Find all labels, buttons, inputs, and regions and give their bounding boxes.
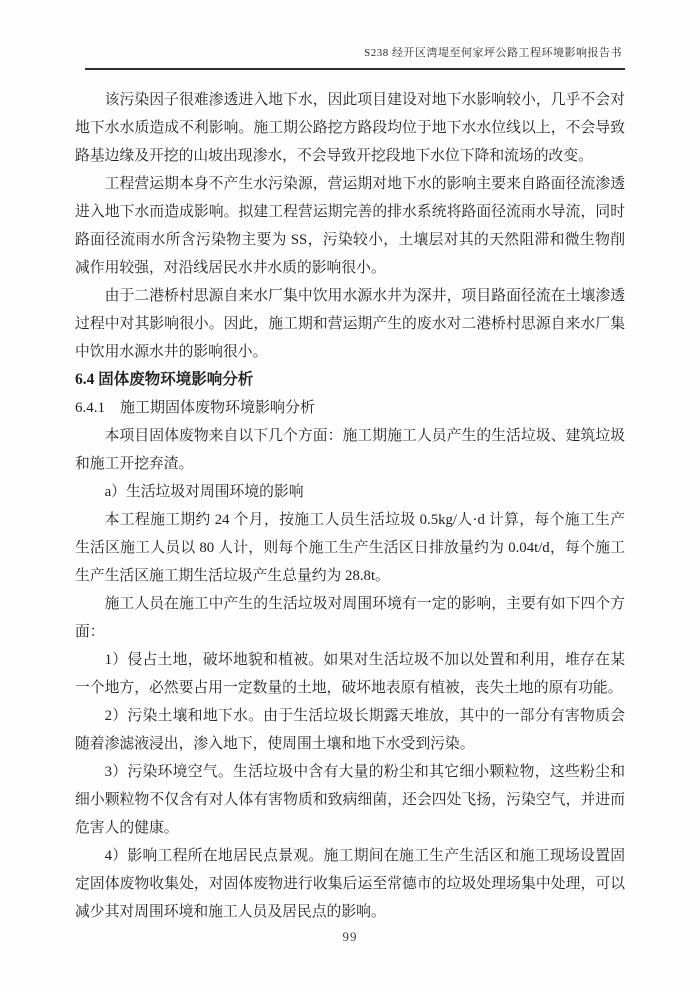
list-item-4-landscape-impact: 4）影响工程所在地居民点景观。施工期间在施工生产生活区和施工现场设置固定固体废物收集处，对固体废物进行收集后运至常德市的垃圾处理场集中处理，可以减少其对周围环境和施工人员及居民点的影响。 [75,848,625,920]
subheading-a-domestic-garbage: a）生活垃圾对周围环境的影响 [104,484,304,500]
page-footer [0,928,700,946]
heading-6-4-1-construction-period: 6.4.1 施工期固体废物环境影响分析 [75,400,316,416]
document-body [75,86,625,926]
list-item-3-air-pollution: 3）污染环境空气。生活垃圾中含有大量的粉尘和其它细小颗粒物，这些粉尘和细小颗粒物不仅含有对人体有害物质和致病细菌，还会四处飞扬，污染空气，并进而危害人的健康。 [75,764,625,836]
report-header-title: S238 经开区湾堤至何家坪公路工程环境影响报告书 [364,47,622,59]
paragraph-garbage-calculation: 本工程施工期约 24 个月，按施工人员生活垃圾 0.5kg/人·d 计算，每个施工生产生活区施工人员以 80 人计，则每个施工生产生活区日排放量约为 0.04t/d，每个施工生产生活区施工期生活垃圾产生总量约为 28.8t。 [75,512,625,584]
heading-6-4-solid-waste: 6.4 固体废物环境影响分析 [75,371,254,388]
page-header [85,0,625,70]
page-number: 99 [342,929,358,944]
paragraph-groundwater-impact: 该污染因子很难渗透进入地下水，因此项目建设对地下水影响较小，几乎不会对地下水水质造成不利影响。施工期公路挖方路段均位于地下水水位线以上，不会导致路基边缘及开挖的山坡出现渗水，不会导致开挖段地下水位下降和流场的改变。 [75,92,625,164]
list-item-1-land-occupation: 1）侵占土地，破坏地貌和植被。如果对生活垃圾不加以处置和利用，堆存在某一个地方，必然要占用一定数量的土地，破坏地表原有植被，丧失土地的原有功能。 [75,652,625,696]
paragraph-operation-period: 工程营运期本身不产生水污染源，营运期对地下水的影响主要来自路面径流渗透进入地下水而造成影响。拟建工程营运期完善的排水系统将路面径流雨水导流，同时路面径流雨水所含污染物主要为 SS，污染较小，土壤层对其的天然阻滞和微生物削减作用较强，对沿线居民水井水质的影响很小。 [75,176,625,276]
paragraph-four-aspects-intro: 施工人员在施工中产生的生活垃圾对周围环境有一定的影响，主要有如下四个方面： [75,596,625,640]
paragraph-water-source-well: 由于二港桥村思源自来水厂集中饮用水源水井为深井，项目路面径流在土壤渗透过程中对其影响很小。因此，施工期和营运期产生的废水对二港桥村思源自来水厂集中饮用水源水井的影响很小。 [75,288,625,360]
paragraph-solid-waste-sources: 本项目固体废物来自以下几个方面：施工期施工人员产生的生活垃圾、建筑垃圾和施工开挖弃渣。 [75,428,625,472]
list-item-2-soil-pollution: 2）污染土壤和地下水。由于生活垃圾长期露天堆放，其中的一部分有害物质会随着渗滤液浸出，渗入地下，使周围土壤和地下水受到污染。 [75,708,625,752]
